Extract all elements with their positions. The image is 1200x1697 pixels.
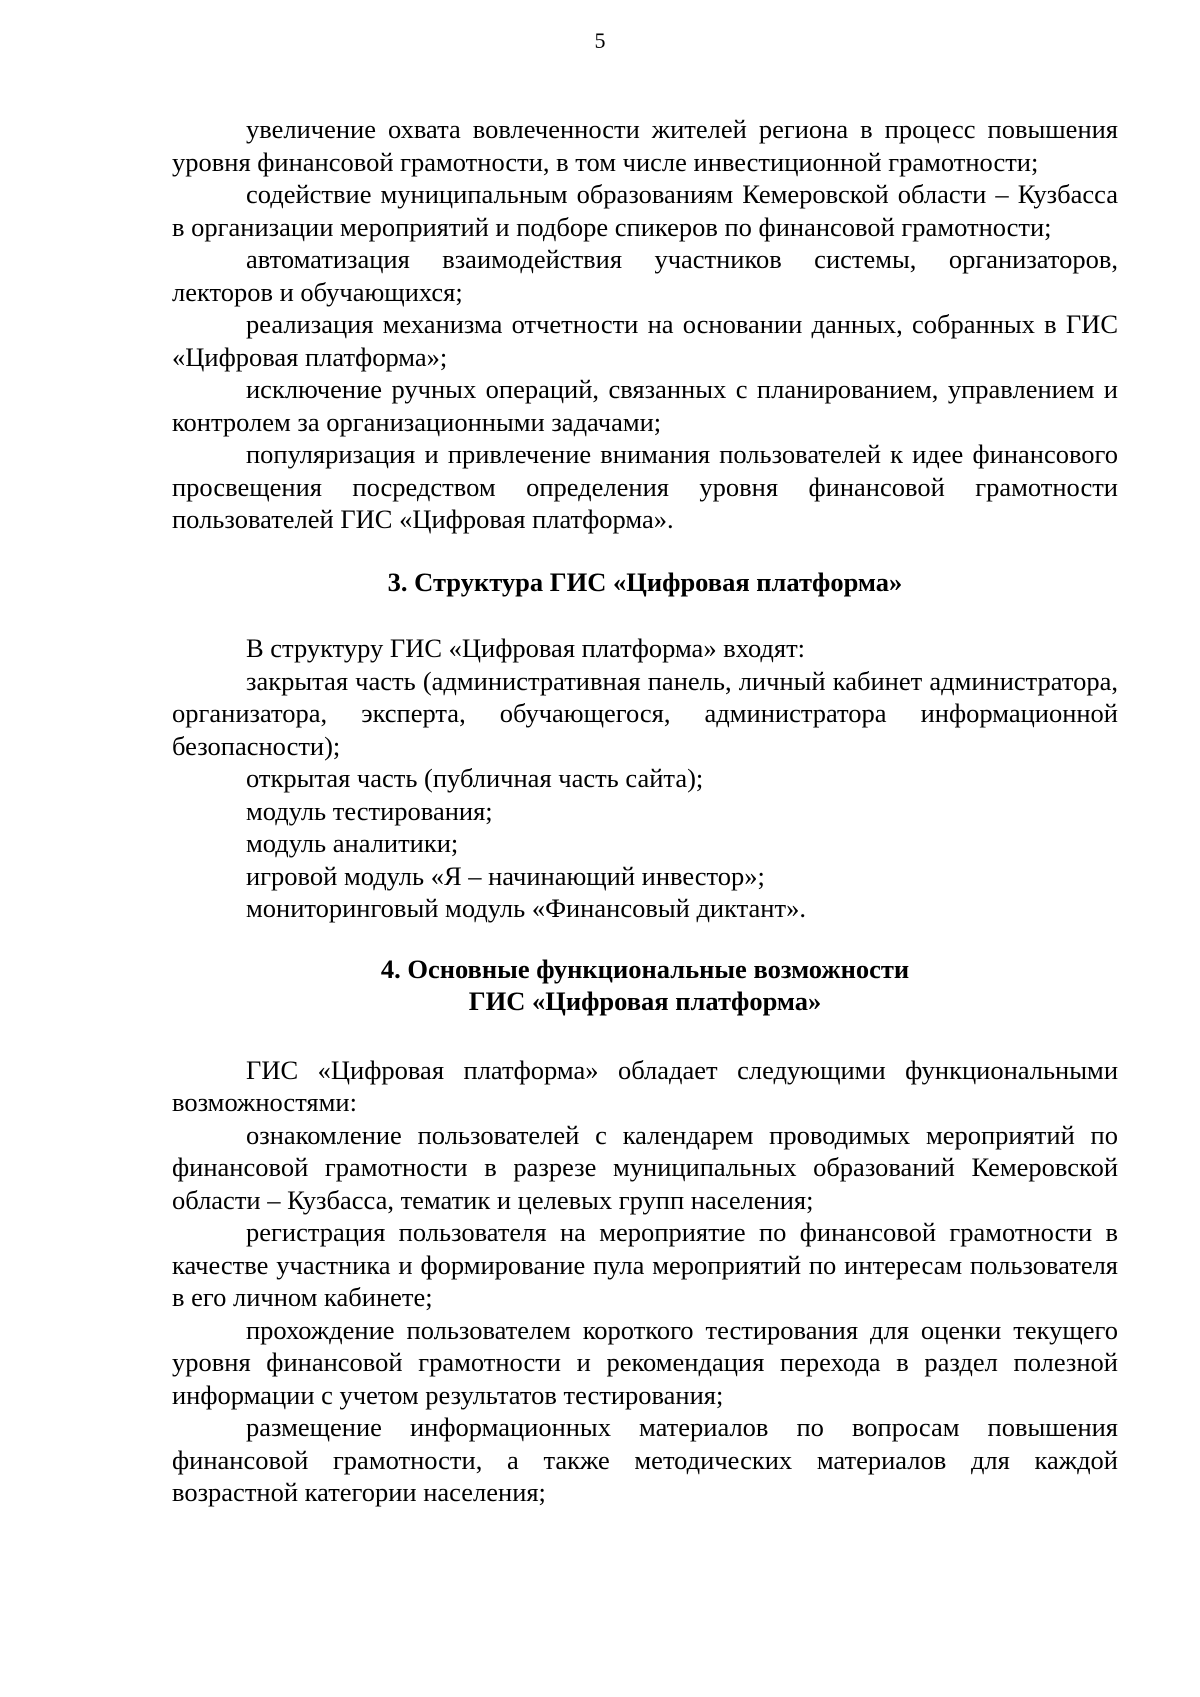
list-item: содействие муниципальным образованиям Кемеровской области – Кузбасса в организации мероприятий и подборе спикеров по финансовой грамотности; (172, 179, 1118, 242)
page-number: 5 (594, 28, 606, 53)
list-item: закрытая часть (административная панель, личный кабинет администратора, организатора, эксперта, обучающегося, администратора информационной безопасности); (172, 665, 1118, 761)
section-3-heading: 3. Структура ГИС «Цифровая платформа» (387, 566, 903, 597)
page-content (172, 113, 1118, 1509)
list-item: реализация механизма отчетности на основании данных, собранных в ГИС «Цифровая платформа»; (172, 309, 1118, 372)
list-item: открытая часть (публичная часть сайта); (246, 763, 704, 793)
list-item: популяризация и привлечение внимания пользователей к идее финансового просвещения посредством определения уровня финансовой грамотности пользователей ГИС «Цифровая платформа». (172, 439, 1118, 534)
list-item: увеличение охвата вовлеченности жителей региона в процесс повышения уровня финансовой грамотности, в том числе инвестиционной грамотности; (172, 114, 1118, 177)
list-item: исключение ручных операций, связанных с планированием, управлением и контролем за организационными задачами; (172, 374, 1118, 437)
list-item: прохождение пользователем короткого тестирования для оценки текущего уровня финансовой грамотности и рекомендация перехода в раздел полезной информации с учетом результатов тестирования; (172, 1314, 1118, 1410)
section-4-heading-line-1: 4. Основные функциональные возможности (380, 953, 910, 984)
section-4-intro: ГИС «Цифровая платформа» обладает следующими функциональными возможностями: (172, 1054, 1118, 1117)
list-item: игровой модуль «Я – начинающий инвестор»; (246, 860, 765, 891)
list-item: модуль тестирования; (246, 795, 493, 826)
section-3-intro: В структуру ГИС «Цифровая платформа» входят: (246, 633, 806, 663)
list-item: модуль аналитики; (246, 828, 459, 858)
section-4-heading-line-2: ГИС «Цифровая платформа» (468, 986, 822, 1016)
list-item: мониторинговый модуль «Финансовый диктант». (246, 893, 806, 923)
list-item: автоматизация взаимодействия участников системы, организаторов, лекторов и обучающихся; (172, 244, 1118, 307)
list-item: регистрация пользователя на мероприятие по финансовой грамотности в качестве участника и формирование пула мероприятий по интересам пользователя в его личном кабинете; (172, 1217, 1118, 1312)
list-item: ознакомление пользователей с календарем проводимых мероприятий по финансовой грамотности в разрезе муниципальных образований Кемеровской области – Кузбасса, тематик и целевых групп населения; (172, 1119, 1118, 1215)
section-4-heading (172, 953, 1118, 1018)
list-item: размещение информационных материалов по вопросам повышения финансовой грамотности, а также методических материалов для каждой возрастной категории населения; (172, 1412, 1118, 1507)
